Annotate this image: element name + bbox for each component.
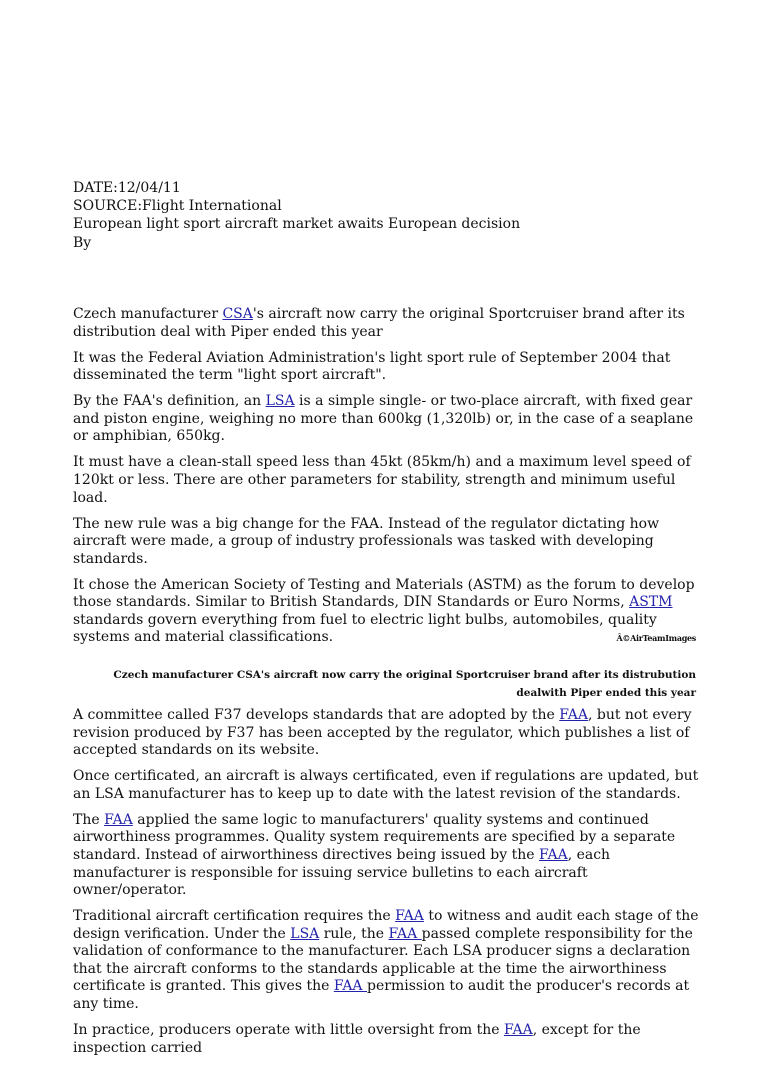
paragraph: Czech manufacturer CSA's aircraft now carry the original Sportcruiser brand after its distribution deal with Piper ended this year bbox=[73, 306, 685, 340]
article-date: DATE:12/04/11 bbox=[73, 180, 181, 196]
article-body-bottom bbox=[73, 707, 703, 1066]
paragraph: It must have a clean-stall speed less than 45kt (85km/h) and a maximum level speed of 120kt or less. There are other parameters for stability, strength and minimum useful load. bbox=[73, 454, 691, 506]
paragraph: A committee called F37 develops standards that are adopted by the FAA, but not every revision produced by F37 has been accepted by the regulator, which publishes a list of accepted standards on its website. bbox=[73, 707, 692, 759]
paragraph: Traditional aircraft certification requires the FAA to witness and audit each stage of the design verification. Under the LSA rule, the FAA passed complete responsibility for the validation of conformance to the manufacturer. Each LSA producer signs a declaration that the aircraft conforms to the standards applicable at the time the airworthiness certificate is granted. This gives the FAA permission to audit the producer's records at any time. bbox=[73, 908, 699, 1013]
article-source: SOURCE:Flight International bbox=[73, 198, 282, 215]
paragraph: Once certificated, an aircraft is always certificated, even if regulations are updated, but an LSA manufacturer has to keep up to date with the latest revision of the standards. bbox=[73, 768, 699, 802]
paragraph: In practice, producers operate with little oversight from the FAA, except for the inspection carried bbox=[73, 1022, 641, 1056]
csa-link[interactable]: CSA bbox=[222, 306, 253, 322]
article-body-top bbox=[73, 306, 703, 655]
paragraph: It chose the American Society of Testing and Materials (ASTM) as the forum to develop those standards. Similar to British Standards, DIN Standards or Euro Norms, ASTM standards govern everything from fuel to electric light bulbs, automobiles, quality systems and material classifications. bbox=[73, 576, 695, 646]
faa-link[interactable]: FAA bbox=[395, 908, 424, 925]
lsa-link[interactable]: LSA bbox=[265, 393, 295, 410]
paragraph: By the FAA's definition, an LSA is a simple single- or two-place aircraft, with fixed gear and piston engine, weighing no more than 600kg (1,320lb) or, in the case of a seaplane or amphibian, 650kg. bbox=[73, 393, 694, 445]
article-headline: European light sport aircraft market awaits European decision bbox=[73, 216, 521, 233]
paragraph: The FAA applied the same logic to manufacturers' quality systems and continued airworthiness programmes. Quality system requirements are specified by a separate standard. Instead of airworthiness directives being issued by the FAA, each manufacturer is responsible for issuing service bulletins to each aircraft owner/operator. bbox=[73, 811, 676, 899]
faa-link[interactable]: FAA bbox=[104, 811, 133, 828]
faa-link[interactable]: FAA bbox=[388, 925, 422, 942]
article-byline: By bbox=[73, 234, 92, 251]
image-caption: Czech manufacturer CSA's aircraft now carry the original Sportcruiser brand after its distrubution dealwith Piper ended this year bbox=[113, 669, 696, 699]
article-header bbox=[73, 179, 713, 252]
faa-link[interactable]: FAA bbox=[559, 707, 588, 723]
faa-link[interactable]: FAA bbox=[333, 978, 367, 995]
astm-link[interactable]: ASTM bbox=[629, 594, 673, 611]
image-credit: Â©AirTeamImages bbox=[616, 633, 696, 643]
paragraph: It was the Federal Aviation Administration's light sport rule of September 2004 that disseminated the term "light sport aircraft". bbox=[73, 349, 671, 384]
faa-link[interactable]: FAA bbox=[538, 846, 568, 863]
faa-link[interactable]: FAA bbox=[503, 1022, 533, 1039]
paragraph: The new rule was a big change for the FAA. Instead of the regulator dictating how aircraft were made, a group of industry professionals was tasked with developing standards. bbox=[73, 515, 660, 567]
lsa-link[interactable]: LSA bbox=[290, 925, 320, 942]
